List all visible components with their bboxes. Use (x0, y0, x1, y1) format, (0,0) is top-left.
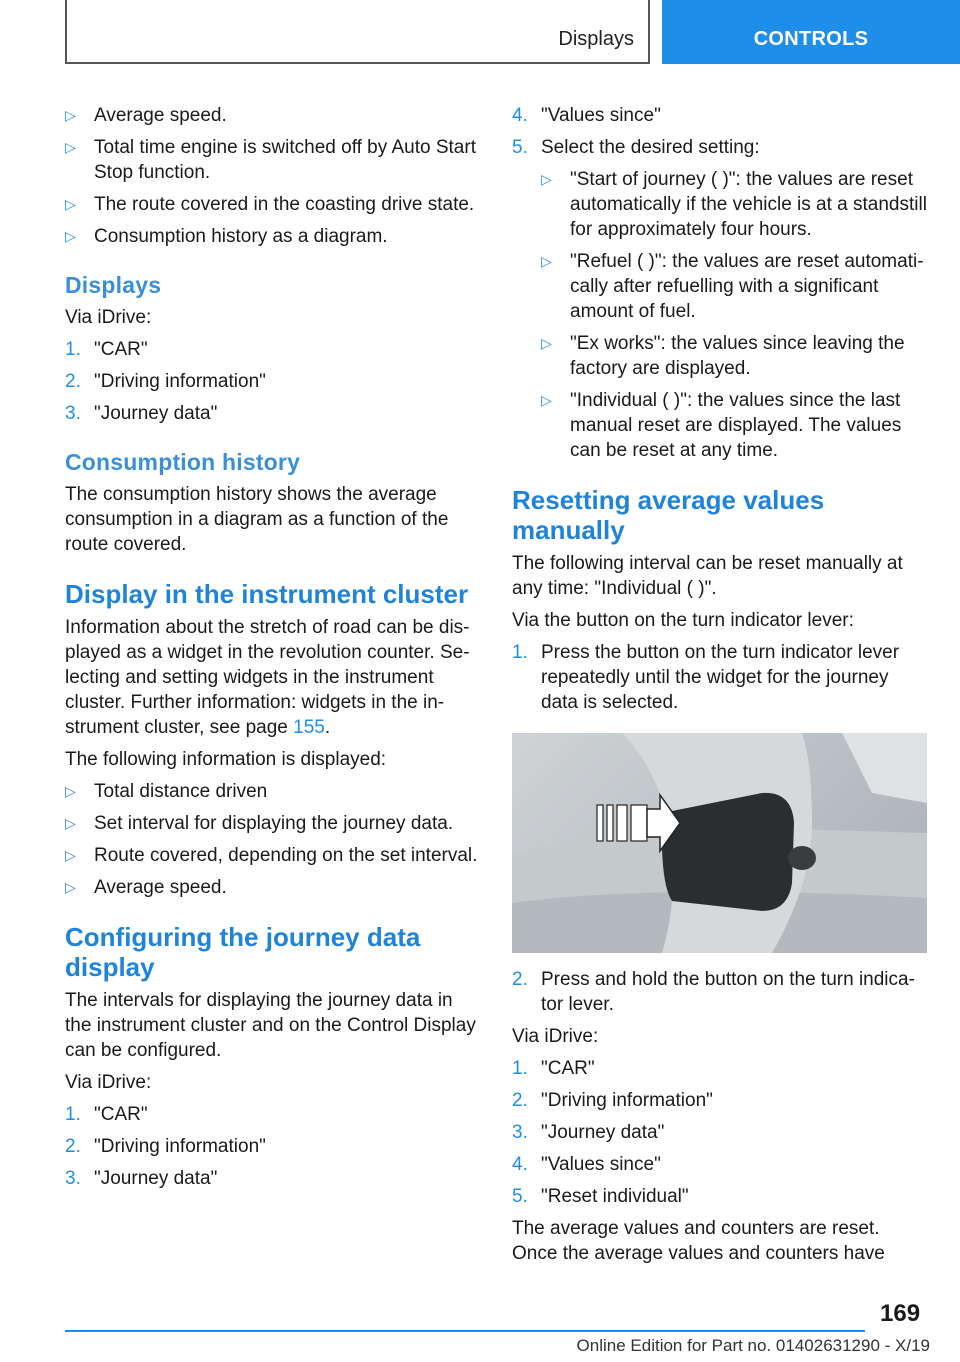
list-item: ▷ Consumption history as a diagram. (65, 226, 388, 247)
step-item: 5. Select the desired setting: (512, 137, 760, 158)
paragraph: Via iDrive: (65, 307, 152, 328)
right-column (512, 103, 930, 1273)
list-item: ▷ Total time engine is switched off by Auto Start Stop function. (65, 137, 476, 183)
list-item: ▷ "Refuel ( )": the values are reset automati‐ cally after refuelling with a significant amount of fuel. (541, 251, 924, 322)
list-item: ▷ "Start of journey ( )": the values are reset automatically if the vehicle is at a standstill for approximately four hours. (541, 169, 927, 240)
step-item: 5. "Reset individual" (512, 1186, 689, 1207)
list-item: ▷ The route covered in the coasting drive state. (65, 194, 475, 215)
page-link[interactable]: 155 (293, 717, 325, 738)
turn-indicator-lever-illustration (512, 733, 927, 953)
lever-drawing (512, 733, 927, 953)
heading-displays: Displays (65, 272, 162, 298)
list-item: ▷ Total distance driven (65, 781, 268, 802)
step-item: 1. "CAR" (65, 1104, 148, 1125)
paragraph: The following information is displayed: (65, 749, 387, 770)
triangle-bullet-icon: ▷ (541, 335, 552, 351)
triangle-bullet-icon: ▷ (65, 783, 76, 799)
paragraph: Via the button on the turn indicator lever: (512, 610, 854, 631)
step-item: 2. "Driving information" (512, 1090, 713, 1111)
triangle-bullet-icon: ▷ (65, 879, 76, 895)
triangle-bullet-icon: ▷ (65, 815, 76, 831)
paragraph: The following interval can be reset manually at any time: "Individual ( )". (512, 553, 903, 599)
triangle-bullet-icon: ▷ (65, 228, 76, 244)
paragraph: The average values and counters are reset. Once the average values and counters have (512, 1218, 885, 1264)
list-item: ▷ Average speed. (65, 877, 227, 898)
page-number: 169 (880, 1300, 921, 1327)
step-item: 1. Press the button on the turn indicator lever repeatedly until the widget for the journey data is selected. (512, 642, 900, 713)
left-column (65, 103, 483, 1198)
paragraph: Via iDrive: (512, 1026, 599, 1047)
list-item: ▷ Average speed. (65, 105, 227, 126)
heading-consumption-history: Consumption history (65, 449, 301, 475)
step-item: 3. "Journey data" (512, 1122, 665, 1143)
step-item: 2. "Driving information" (65, 371, 266, 392)
footer-edition: Online Edition for Part no. 01402631290 - X/19 (576, 1336, 930, 1355)
step-item: 4. "Values since" (512, 1154, 661, 1175)
paragraph: Via iDrive: (65, 1072, 152, 1093)
step-item: 1. "CAR" (65, 339, 148, 360)
step-item: 4. "Values since" (512, 105, 661, 126)
heading-resetting-average-values: Resetting average values manually (512, 485, 825, 545)
header-chapter-tab (662, 0, 960, 64)
paragraph: Information about the stretch of road can be dis‐ played as a widget in the revolution counter. Se‐ lecting and setting widgets in the instrument cluster. Further information: widgets in the in‐ strument cluster, see page 155. (65, 617, 470, 738)
list-item: ▷ Set interval for displaying the journey data. (65, 813, 454, 834)
footer-divider (65, 1330, 865, 1332)
header-chapter-label: CONTROLS (753, 28, 869, 50)
triangle-bullet-icon: ▷ (541, 171, 552, 187)
step-item: 2. Press and hold the button on the turn indica‐ tor lever. (512, 969, 915, 1015)
triangle-bullet-icon: ▷ (65, 107, 76, 123)
heading-instrument-cluster: Display in the instrument cluster (65, 579, 469, 609)
triangle-bullet-icon: ▷ (65, 139, 76, 155)
paragraph: The consumption history shows the average consumption in a diagram as a function of the route covered. (65, 484, 449, 555)
step-item: 3. "Journey data" (65, 403, 218, 424)
triangle-bullet-icon: ▷ (541, 253, 552, 269)
heading-configuring-journey-data: Configuring the journey data display (65, 922, 421, 982)
triangle-bullet-icon: ▷ (65, 196, 76, 212)
step-item: 2. "Driving information" (65, 1136, 266, 1157)
paragraph: The intervals for displaying the journey data in the instrument cluster and on the Control Display can be configured. (65, 990, 476, 1061)
list-item: ▷ "Ex works": the values since leaving the factory are displayed. (541, 333, 905, 379)
header-section-title: Displays (558, 28, 634, 50)
step-item: 3. "Journey data" (65, 1168, 218, 1189)
step-item: 1. "CAR" (512, 1058, 595, 1079)
triangle-bullet-icon: ▷ (65, 847, 76, 863)
header-frame (65, 0, 650, 64)
list-item: ▷ Route covered, depending on the set interval. (65, 845, 478, 866)
list-item: ▷ "Individual ( )": the values since the last manual reset are displayed. The values can be reset at any time. (541, 390, 902, 461)
triangle-bullet-icon: ▷ (541, 392, 552, 408)
